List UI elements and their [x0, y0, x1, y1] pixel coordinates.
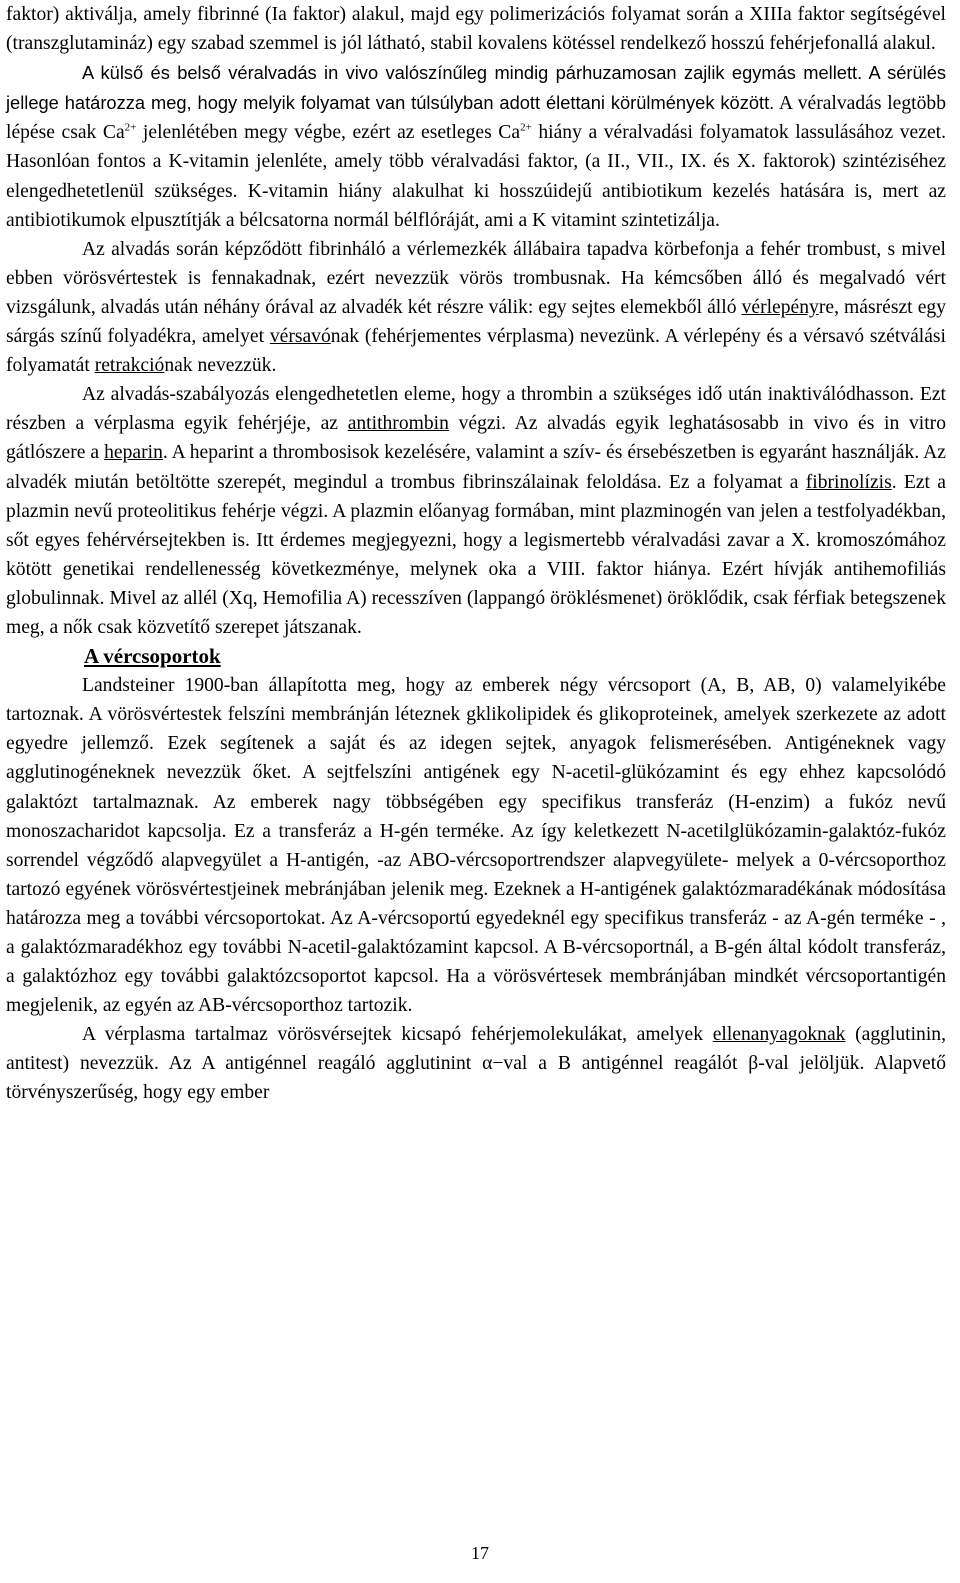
superscript: 2+	[124, 121, 137, 134]
text-run: re, másrészt egy sárgás színű folyadékra, amelyet	[6, 296, 946, 348]
text-run: Az alvadás során képződött fibrinháló a vérlemezkék állábaira tapadva körbefonja a fehér trombust, s mivel ebben vörösvértestek is fennakadnak, ezért nevezzük vörös trombusnak. Ha kémcsőben álló és megalvadó vért vizsgálunk, alvadás után néhány órával az alvadék két részre válik: egy sejtes elemekből álló	[6, 238, 946, 318]
text-run: (agglutinin, antitest) nevezzük. Az A antigénnel reagáló agglutinint α−val a B antigénnel reagálót β-val jelöljük. Alapvető törvényszerűség, hogy egy ember	[6, 1024, 946, 1104]
text-run: A véralvadás legtöbb lépése csak Ca	[6, 93, 946, 144]
underlined-term: antithrombin	[347, 413, 449, 435]
body-text	[6, 0, 946, 1108]
text-run: Az alvadás-szabályozás elengedhetetlen eleme, hogy a thrombin a szükséges idő után inaktiválódhasson. Ezt részben a vérplasma egyik fehérjéje, az	[6, 384, 946, 435]
text-run: nak (fehérjementes vérplasma) nevezünk. A vérlepény és a vérsavó szétválási folyamatát	[6, 326, 946, 377]
paragraph-coagulation-end	[6, 0, 946, 235]
text-run: hiány a véralvadási folyamatok lassulásához vezet. Hasonlóan fontos a K-vitamin jelenléte, amely több véralvadási faktor, (a II., VII., IX. és X. faktorok) szintéziséhez elengedhetetlenül szükséges. K-vitamin hiány alakulhat ki hosszúidejű antibiotikum kezelés hatására is, mert az antibiotikumok elpusztítják a bélcsatorna normál bélflóráját, ami a K vitamint szintetizálja.	[6, 122, 946, 231]
superscript: 2+	[520, 121, 532, 134]
text-run: A vérplasma tartalmaz vörösvérsejtek kicsapó fehérjemolekulákat, amelyek	[82, 1024, 713, 1046]
paragraph-antibodies	[6, 1020, 946, 1107]
underlined-term: retrakció	[94, 355, 165, 377]
underlined-term: fibrinolízis	[805, 471, 892, 493]
text-run: nak nevezzük.	[164, 355, 277, 377]
text-run: faktor) aktiválja, amely fibrinné (Ia faktor) alakul, majd egy polimerizációs folyamat során a XIIIa faktor segítségével (transzglutamináz) egy szabad szemmel is jól látható, stabil kovalens kötéssel rendelkező hosszú fehérjefonallá alakul.	[6, 4, 946, 55]
text-run-sans: A külső és belső véralvadás in vivo valószínűleg mindig párhuzamosan zajlik egymás mellett. A sérülés jellege határozza meg, hogy melyik folyamat van túlsúlyban adott élettani körülmények között.	[6, 62, 946, 114]
text-run: . Ezt a plazmin nevű proteolitikus fehérje végzi. A plazmin előanyag formában, mint plazminogén van jelen a testfolyadékban, sőt egyes fehérvérsejtekben is. Itt érdemes megjegyezni, hogy a legismertebb véralvadási zavar a X. kromoszómához kötött genetikai rendellenesség következménye, melynek oka a VIII. faktor hiánya. Ezért hívják antihemofiliás globulinnak. Mivel az allél (Xq, Hemofilia A) recesszíven (lappangó öröklésmenet) öröklődik, csak férfiak betegszenek meg, a nők csak közvetítő szerepet játszanak.	[6, 471, 946, 638]
paragraph-blood-groups: Landsteiner 1900-ban állapította meg, hogy az emberek négy vércsoport (A, B, AB, 0) valamelyikébe tartoznak. A vörösvértestek felszíni membránján léteznek gklikolipidek és glikoproteinek, amelyek szerkezete az adott egyedre jellemző. Ezek segítenek a saját és az idegen sejtek, anyagok felismerésében. Antigéneknek vagy agglutinogéneknek nevezzük őket. A sejtfelszíni antigének egy N-acetil-glükózamint és egy ehhez kapcsolódó galaktózt tartalmaznak. Az emberek nagy többségében egy specifikus transferáz (H-enzim) a fukóz nevű monoszacharidot kapcsolja. Ez a transferáz a H-gén terméke. Az így keletkezett N-acetilglükózamin-galaktóz-fukóz sorrendel végződő alapvegyület a H-antigén, -az ABO-vércsoportrendszer alapvegyülete- melyek a 0-vércsoporthoz tartozó egyének vörösvértestjeinek mebránjában jelenik meg. Ezeknek a H-antigének galaktózmaradékának módosítása határozza meg a további vércsoportokat. Az A-vércsoportú egyedeknél egy specifikus transferáz - az A-gén terméke - , a galaktózmaradékhoz egy további N-acetil-galaktózamint kapcsol. A B-vércsoportnál, a B-gén által kódolt transferáz, a galaktózhoz egy további galaktózcsoportot kapcsol. Ha a vörösvértesek membránjában mindkét vércsoportantigén megjelenik, az egyén az AB-vércsoporthoz tartozik.	[6, 675, 946, 1017]
paragraph-fibrin-net	[6, 235, 946, 380]
underlined-term: vérlepény	[741, 296, 819, 318]
page-number: 17	[471, 1543, 489, 1563]
text-run: . A heparint a thrombosisok kezelésére, valamint a szív- és érsebészetben is egyaránt használják. Az alvadék miután betöltötte szerepét, megindul a trombus fibrinszálainak feloldása. Ez a folyamat a	[6, 442, 946, 493]
text-run: jelenlétében megy végbe, ezért az esetleges Ca	[136, 122, 521, 144]
underlined-term: ellenanyagoknak	[712, 1024, 846, 1046]
underlined-term: heparin	[104, 442, 163, 464]
paragraph-regulation	[6, 380, 946, 642]
text-run: végzi. Az alvadás egyik leghatásosabb in vivo és in vitro gátlószere a	[6, 413, 946, 464]
section-heading: A vércsoportok	[84, 644, 221, 669]
underlined-term: vérsavó	[269, 326, 331, 348]
